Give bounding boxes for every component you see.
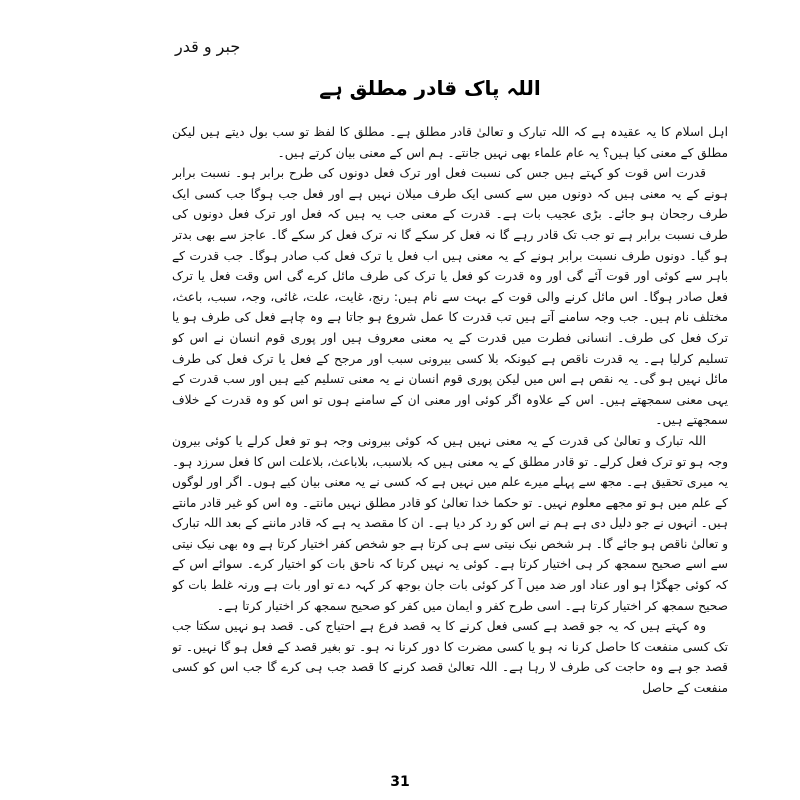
running-head: جبر و قدر [175,37,241,56]
chapter-title: اللہ پاک قادر مطلق ہے [319,76,541,100]
body-text [172,122,728,772]
paragraph: اللہ تبارک و تعالیٰ کی قدرت کے یہ معنی نہیں ہیں کہ کوئی بیرونی وجہ ہو تو فعل کرلے یا کوئی بیرون وجہ ہو تو ترک فعل کرلے۔ تو قادر مطلق کے یہ معنی ہیں کہ بلاسبب، بلاباعث، بلاعلت اس کا فعل سرزد ہو۔ یہ میری تحقیق ہے۔ مجھ سے پہلے میرے علم میں نہیں ہے کہ کسی نے یہ معنی بیان کیے ہوں۔ اگر اور لوگوں کے علم میں ہو تو مجھے معلوم نہیں۔ تو حکما خدا تعالیٰ کو قادر مطلق نہیں مانتے۔ وہ اس کو غیر قادر مانتے ہیں۔ انہوں نے جو دلیل دی ہے ہم نے اس کو رد کر دیا ہے۔ ان کا مقصد یہ ہے کہ قادر ماننے کے بعد اللہ تبارک و تعالیٰ ناقص ہو جائے گا۔ ہر شخص نیک نیتی سے ہی کرتا ہے جو شخص کفر اختیار کرتا ہے وہ بھی نیک نیتی سے اسے صحیح سمجھ کر ہی اختیار کرتا ہے۔ کوئی یہ نہیں کرتا کہ ناحق بات کو اختیار کرے۔ سوائے اس کے کہ کوئی جھگڑا ہو اور عناد اور ضد میں آ کر کوئی بات جان بوجھ کر کہہ دے تو اور بات ہے ورنہ غلط بات کو صحیح سمجھ کر اختیار کرتا ہے۔ اسی طرح کفر و ایمان میں کفر کو صحیح سمجھ کر اختیار کرتا ہے۔ [172,433,728,613]
paragraph: اہل اسلام کا یہ عقیدہ ہے کہ اللہ تبارک و تعالیٰ قادر مطلق ہے۔ مطلق کا لفظ تو سب بول دیتے ہیں لیکن مطلق کے معنی کیا ہیں؟ یہ عام علماء بھی نہیں جانتے۔ ہم اس کے معنی بیان کرتے ہیں۔ [172,125,728,160]
paragraph: وہ کہتے ہیں کہ یہ جو قصد ہے کسی فعل کرنے کا یہ قصد فرع ہے احتیاج کی۔ قصد ہو نہیں سکتا جب تک کسی منفعت کا حاصل کرنا نہ ہو یا کسی مضرت کا دور کرنا نہ ہو۔ تو بغیر قصد کے فعل ہو گا نہیں۔ تو قصد جو ہے وہ حاجت کی طرف لا رہا ہے۔ اللہ تعالیٰ قصد کرنے کا قصد جب ہی کرے گا جب اس کو کسی منفعت کے حاصل [172,619,728,696]
paragraph: قدرت اس قوت کو کہتے ہیں جس کی نسبت فعل اور ترک فعل دونوں کی طرح برابر ہو۔ نسبت برابر ہونے کے یہ معنی ہیں کہ دونوں میں سے کسی ایک طرف میلان نہیں ہے اور فعل جب ہوگا جب کسی ایک طرف رجحان ہو جائے۔ بڑی عجیب بات ہے۔ قدرت کے معنی جب یہ ہیں کہ فعل اور ترک فعل دونوں کی طرف نسبت برابر ہے تو جب تک قادر رہے گا نہ فعل کر سکے گا نہ ترک فعل کر سکے گا۔ عاجز سے بھی بدتر ہو گیا۔ دونوں طرف نسبت برابر ہونے کے یہ معنی ہیں اب فعل یا ترک فعل کب صادر ہوگا۔ جب قدرت کے باہر سے کوئی اور قوت آئے گی اور وہ قدرت کو فعل یا ترک کی طرف مائل کرے گی اس وقت فعل یا ترک فعل صادر ہوگا۔ اس مائل کرنے والی قوت کے بہت سے نام ہیں: رنج، غایت، علت، غائی، وجہ، سبب، باعث، مختلف نام ہیں۔ جب وجہ سامنے آتے ہیں تب قدرت کا عمل شروع ہو جاتا ہے وہ چاہے فعل کی طرف ہو یا ترک فعل کی طرف۔ انسانی فطرت میں قدرت کے یہ معنی معروف ہیں اور پوری قوم انسان نے اس کو تسلیم کرلیا ہے۔ یہ قدرت ناقص ہے کیونکہ بلا کسی بیرونی سبب اور مرجح کے فعل یا ترک فعل کی طرف مائل نہیں ہو گی۔ یہ نقص ہے اس میں لیکن پوری قوم انسان نے یہ معنی تسلیم کیے ہیں اور سب قدرت کے یہی معنی سمجھتے ہیں۔ اس کے علاوہ اگر کوئی اور معنی ان کے سامنے ہوں تو اس کو وہ قدرت کے خلاف سمجھتے ہیں۔ [172,166,728,428]
page-number: 31 [390,774,410,790]
